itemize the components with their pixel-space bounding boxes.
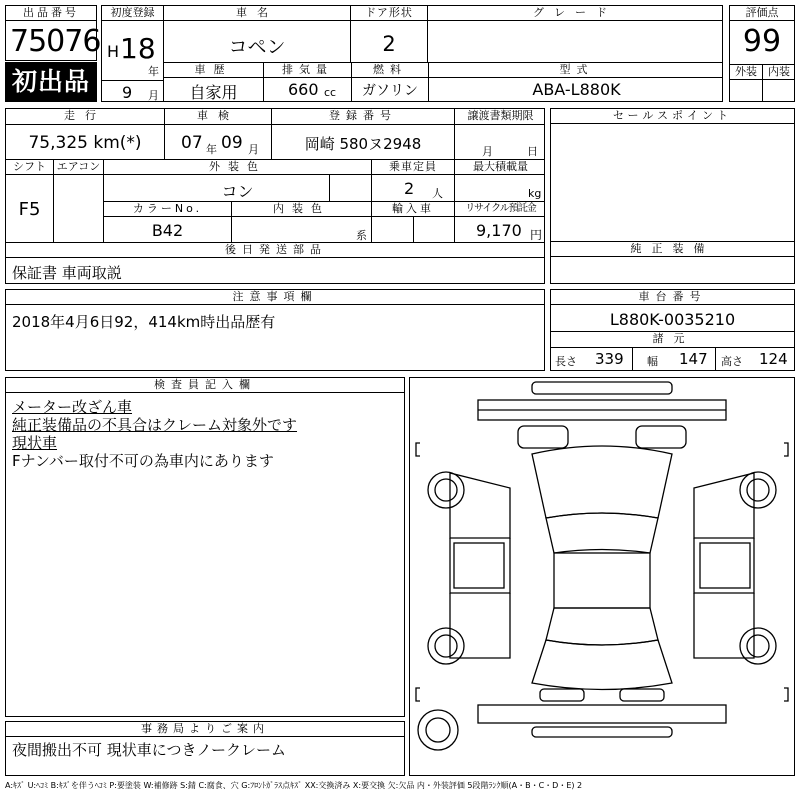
model-label: 型式 — [559, 63, 594, 76]
displacement-unit: cc — [324, 86, 337, 99]
notes-label: 注意事項欄 — [6, 290, 544, 305]
height: 124 — [759, 350, 788, 368]
interior-score-label: 内装 — [768, 65, 790, 78]
interior-color-unit: 系 — [356, 229, 367, 242]
door-box — [350, 5, 428, 63]
car-body-diagram — [410, 378, 794, 775]
inspector-line-1: メーター改ざん車 — [12, 398, 133, 416]
shift-label: シフト — [13, 160, 46, 173]
model: ABA-L880K — [532, 80, 621, 99]
sales-point-label: セールスポイント — [551, 109, 794, 124]
length: 339 — [595, 350, 624, 368]
later-parts: 保証書 車両取説 — [12, 264, 122, 282]
sales-point-box — [550, 108, 795, 242]
era: H — [107, 42, 120, 61]
first-listing-badge: 初出品 — [5, 62, 97, 102]
interior-color-label: 内装色 — [273, 202, 330, 215]
inspection-month-unit: 月 — [248, 143, 259, 156]
max-load-unit: kg — [528, 187, 542, 200]
mileage: 75,325 km(*) — [28, 133, 142, 153]
lot-number-box — [5, 5, 101, 61]
score-label: 評価点 — [730, 6, 794, 21]
genuine-equipment-box — [550, 241, 795, 284]
transfer-label: 譲渡書類期限 — [467, 109, 534, 122]
displacement: 660 — [288, 80, 319, 99]
history: 自家用 — [189, 83, 238, 102]
lot-number: 75076 — [10, 24, 101, 59]
office-box — [5, 721, 405, 776]
month-unit: 月 — [148, 89, 159, 102]
grade-label: グレード — [428, 6, 722, 21]
registration-year: 18 — [120, 32, 156, 65]
mileage-label: 走行 — [64, 109, 106, 122]
chassis-label: 車台番号 — [551, 290, 794, 305]
details-table — [5, 108, 545, 284]
inspector-line-4: Fナンバー取付不可の為車内にあります — [12, 452, 274, 470]
exterior-color-label: 外装色 — [209, 160, 266, 173]
fuel: ガソリン — [362, 83, 418, 99]
grade-box — [427, 5, 723, 63]
inspection-month: 09 — [221, 133, 243, 153]
width: 147 — [679, 350, 708, 368]
transfer-month-unit: 月 — [482, 145, 493, 158]
inspector-box — [5, 377, 405, 717]
height-label: 高さ — [721, 355, 743, 368]
history-label: 車歴 — [194, 63, 233, 76]
color-number: B42 — [151, 221, 184, 240]
ac-label: エアコン — [56, 160, 101, 173]
score-box — [729, 5, 795, 102]
capacity: 2 — [404, 179, 415, 198]
recycle-fee: 9,170 — [476, 221, 522, 240]
inspection-year: 07 — [181, 133, 203, 153]
office-text: 夜間搬出不可 現状車につきノークレーム — [12, 741, 287, 759]
inspection-year-unit: 年 — [206, 143, 217, 156]
max-load-label: 最大積載量 — [473, 160, 528, 173]
transfer-day-unit: 日 — [527, 145, 538, 158]
capacity-unit: 人 — [432, 187, 443, 200]
genuine-equipment-label: 純正装備 — [551, 242, 794, 257]
later-parts-label: 後日発送部品 — [225, 243, 327, 256]
capacity-label: 乗車定員 — [389, 160, 437, 173]
car-diagram-box — [409, 377, 795, 776]
car-name: コペン — [228, 36, 286, 58]
fuel-label: 燃料 — [373, 63, 407, 76]
car-name-box — [163, 5, 351, 63]
notes-text: 2018年4月6日92，414km時出品歴有 — [12, 313, 276, 331]
chassis-box — [550, 289, 795, 371]
width-label: 幅 — [647, 355, 658, 368]
door-count: 2 — [382, 32, 396, 56]
exterior-score-label: 外装 — [735, 65, 757, 78]
displacement-label: 排気量 — [282, 63, 333, 76]
score: 99 — [742, 24, 782, 59]
chassis-number: L880K-0035210 — [609, 310, 736, 329]
inspector-line-2: 純正装備品の不具合はクレーム対象外です — [12, 416, 298, 434]
history-spec-row — [163, 62, 723, 102]
inspector-line-3: 現状車 — [12, 434, 58, 452]
year-unit: 年 — [148, 65, 159, 78]
length-label: 長さ — [555, 355, 577, 368]
inspector-label: 検査員記入欄 — [6, 378, 404, 393]
color-number-label: カラーNo. — [132, 202, 203, 215]
inspection-label: 車検 — [197, 109, 239, 122]
damage-legend: A:ｷｽﾞ U:ﾍｺﾐ B:ｷｽﾞを伴うﾍｺﾐ P:要塗装 W:補修跡 S:錆 C:腐食、穴 G:ﾌﾛﾝﾄｶﾞﾗｽ点ｷｽﾞ XX:交換済み X:要交換 欠:欠品 内・外装評価 5段階ﾗﾝｸ順(A・B・C・D・E) 2 — [5, 781, 583, 790]
registration-number: 岡崎 580ヌ2948 — [304, 135, 422, 153]
first-registration-box — [101, 5, 164, 102]
import-label: 輸入車 — [392, 202, 434, 215]
car-name-label: 車名 — [164, 6, 350, 21]
door-label: ドア形状 — [351, 6, 427, 21]
specs-label: 諸元 — [652, 332, 695, 345]
registration-month: 9 — [122, 83, 133, 102]
notes-box — [5, 289, 545, 371]
shift: F5 — [18, 199, 41, 220]
recycle-unit: 円 — [530, 228, 543, 242]
exterior-color: コン — [221, 182, 254, 201]
first-registration-label: 初度登録 — [102, 6, 163, 21]
recycle-label: リサイクル預託金 — [465, 203, 536, 214]
registration-label: 登録番号 — [329, 109, 397, 122]
office-label: 事務局よりご案内 — [6, 722, 404, 737]
lot-number-label: 出品番号 — [6, 6, 96, 21]
